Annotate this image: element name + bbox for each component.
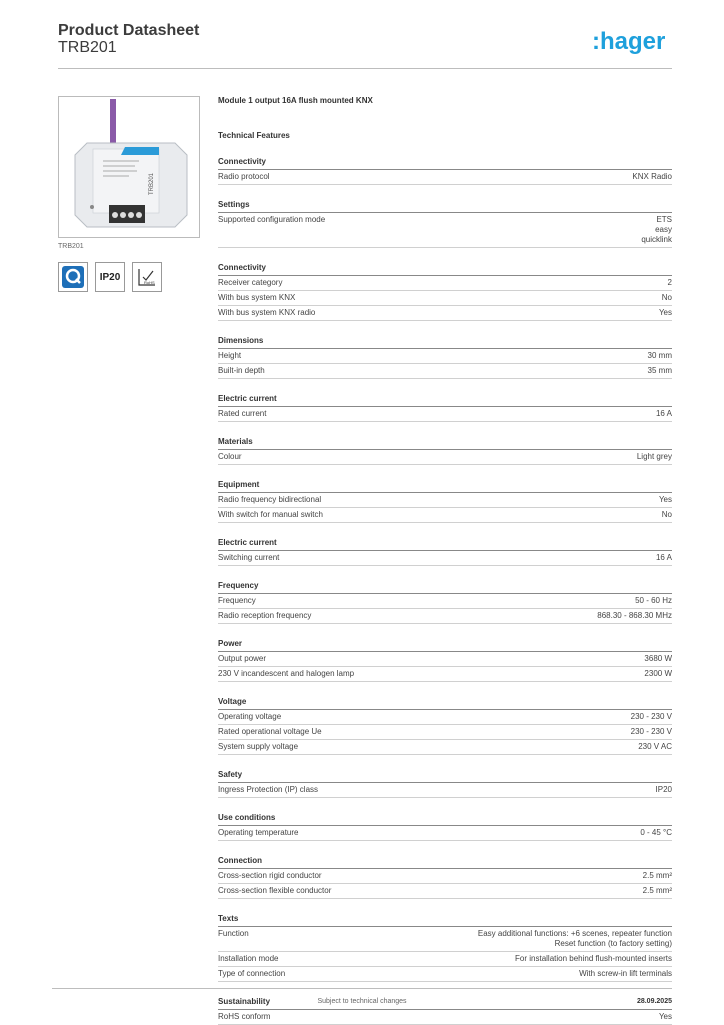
section-title: Connectivity — [218, 157, 672, 170]
spec-label: Operating voltage — [218, 712, 282, 721]
hager-logo — [592, 26, 672, 56]
ip20-icon — [95, 262, 125, 292]
spec-row — [218, 927, 672, 952]
spec-label: Receiver category — [218, 278, 283, 287]
feature-section — [218, 538, 672, 566]
spec-row — [218, 276, 672, 291]
spec-label: With bus system KNX — [218, 293, 296, 302]
spec-label: Built-in depth — [218, 366, 265, 375]
spec-value — [659, 495, 672, 505]
spec-row — [218, 508, 672, 523]
section-title: Frequency — [218, 581, 672, 594]
spec-row — [218, 551, 672, 566]
footer-divider — [52, 988, 672, 989]
spec-value-line: Yes — [658, 495, 672, 504]
spec-value — [644, 669, 672, 679]
section-title: Voltage — [218, 697, 672, 710]
spec-value-line: quicklink — [641, 235, 672, 244]
spec-label: Output power — [218, 654, 267, 663]
feature-sections — [218, 157, 672, 1025]
spec-value — [662, 293, 672, 303]
section-title: Materials — [218, 437, 672, 450]
section-title: Use conditions — [218, 813, 672, 826]
section-title: Sustainability — [218, 997, 672, 1010]
spec-value — [632, 172, 672, 182]
spec-row — [218, 740, 672, 755]
spec-value — [644, 654, 672, 664]
svg-text:TRB201: TRB201 — [149, 172, 155, 195]
spec-value — [643, 886, 672, 896]
spec-row — [218, 213, 672, 248]
spec-row — [218, 609, 672, 624]
spec-row — [218, 170, 672, 185]
section-title: Dimensions — [218, 336, 672, 349]
spec-row — [218, 826, 672, 841]
spec-row — [218, 364, 672, 379]
rohs-icon — [132, 262, 162, 292]
spec-label: With switch for manual switch — [218, 510, 323, 519]
section-title: Electric current — [218, 538, 672, 551]
footer-note: Subject to technical changes — [317, 998, 407, 1005]
spec-row — [218, 652, 672, 667]
feature-section — [218, 914, 672, 982]
spec-value-line: Yes — [658, 308, 672, 317]
feature-section — [218, 480, 672, 523]
spec-value-line: Light grey — [636, 452, 672, 461]
spec-label: With bus system KNX radio — [218, 308, 316, 317]
page-title: Product Datasheet — [58, 22, 200, 39]
spec-value — [643, 871, 672, 881]
feature-section — [218, 157, 672, 185]
section-title: Equipment — [218, 480, 672, 493]
feature-section — [218, 581, 672, 624]
spec-value — [579, 969, 672, 979]
feature-section — [218, 639, 672, 682]
technical-content — [218, 96, 672, 1025]
spec-value-line: 230 V AC — [638, 742, 672, 751]
spec-value — [638, 742, 672, 752]
quicklink-icon — [58, 262, 88, 292]
spec-value-line: 230 - 230 V — [630, 712, 672, 721]
feature-section — [218, 697, 672, 755]
feature-section — [218, 394, 672, 422]
spec-value-line: 35 mm — [647, 366, 672, 375]
spec-label: Cross-section rigid conductor — [218, 871, 322, 880]
spec-label: Rated current — [218, 409, 267, 418]
spec-row — [218, 450, 672, 465]
spec-value-line: 2.5 mm² — [642, 871, 672, 880]
spec-row — [218, 1010, 672, 1025]
spec-value-line: Reset function (to factory setting) — [554, 939, 672, 948]
product-code: TRB201 — [58, 39, 117, 56]
feature-section — [218, 770, 672, 798]
spec-row — [218, 952, 672, 967]
spec-row — [218, 667, 672, 682]
spec-row — [218, 493, 672, 508]
spec-value-line: 2.5 mm² — [642, 886, 672, 895]
feature-section — [218, 813, 672, 841]
footer-date: 28.09.2025 — [636, 998, 672, 1005]
spec-value — [641, 215, 672, 245]
spec-label: Function — [218, 929, 249, 938]
spec-row — [218, 349, 672, 364]
certification-badges — [58, 262, 162, 292]
spec-label: Supported configuration mode — [218, 215, 326, 224]
spec-row — [218, 291, 672, 306]
spec-value — [631, 712, 672, 722]
section-title: Texts — [218, 914, 672, 927]
spec-label: Radio frequency bidirectional — [218, 495, 322, 504]
feature-section — [218, 263, 672, 321]
spec-value-line: 3680 W — [644, 654, 672, 663]
spec-label: Installation mode — [218, 954, 279, 963]
spec-value — [662, 510, 672, 520]
spec-row — [218, 725, 672, 740]
section-title: Safety — [218, 770, 672, 783]
spec-value — [637, 452, 672, 462]
spec-value — [668, 278, 672, 288]
spec-label: RoHS conform — [218, 1012, 271, 1021]
spec-label: Switching current — [218, 553, 280, 562]
spec-row — [218, 783, 672, 798]
spec-value — [515, 954, 672, 964]
spec-row — [218, 306, 672, 321]
spec-row — [218, 407, 672, 422]
section-title: Connection — [218, 856, 672, 869]
header-divider — [58, 68, 672, 69]
spec-value-line: 30 mm — [647, 351, 672, 360]
spec-label: Radio reception frequency — [218, 611, 312, 620]
spec-value-line: 16 A — [655, 553, 672, 562]
spec-label: Colour — [218, 452, 242, 461]
spec-value-line: 0 - 45 °C — [640, 828, 672, 837]
spec-value-line: With screw-in lift terminals — [579, 969, 672, 978]
spec-value — [640, 828, 672, 838]
spec-value-line: Easy additional functions: +6 scenes, repeater function — [477, 929, 672, 938]
spec-value — [648, 351, 672, 361]
spec-value-line: ETS — [656, 215, 672, 224]
spec-label: Cross-section flexible conductor — [218, 886, 332, 895]
spec-row — [218, 884, 672, 899]
feature-section — [218, 856, 672, 899]
spec-label: Frequency — [218, 596, 256, 605]
ip20-label: IP20 — [99, 271, 121, 283]
spec-row — [218, 710, 672, 725]
section-title: Power — [218, 639, 672, 652]
spec-value — [659, 1012, 672, 1022]
spec-row — [218, 967, 672, 982]
spec-value-line: No — [661, 510, 672, 519]
spec-row — [218, 869, 672, 884]
spec-value — [478, 929, 672, 949]
spec-value — [635, 596, 672, 606]
spec-label: Type of connection — [218, 969, 286, 978]
spec-label: Operating temperature — [218, 828, 299, 837]
feature-section — [218, 336, 672, 379]
product-name: Module 1 output 16A flush mounted KNX — [218, 96, 373, 105]
feature-section — [218, 200, 672, 248]
spec-label: Ingress Protection (IP) class — [218, 785, 319, 794]
spec-value — [656, 409, 672, 419]
product-image-caption: TRB201 — [58, 243, 84, 250]
spec-value-line: Yes — [658, 1012, 672, 1021]
svg-text:RoHS: RoHS — [144, 280, 155, 285]
feature-section — [218, 437, 672, 465]
spec-value — [656, 553, 672, 563]
spec-value — [631, 727, 672, 737]
section-title: Connectivity — [218, 263, 672, 276]
spec-value — [648, 366, 672, 376]
spec-value-line: 868.30 - 868.30 MHz — [597, 611, 672, 620]
spec-value-line: 2 — [667, 278, 672, 287]
section-title: Settings — [218, 200, 672, 213]
spec-value-line: 50 - 60 Hz — [635, 596, 672, 605]
spec-label: System supply voltage — [218, 742, 299, 751]
spec-value-line: 16 A — [655, 409, 672, 418]
spec-value-line: 2300 W — [644, 669, 672, 678]
spec-value — [597, 611, 672, 621]
section-title: Electric current — [218, 394, 672, 407]
features-title: Technical Features — [218, 131, 290, 140]
spec-value-line: IP20 — [655, 785, 672, 794]
spec-value — [656, 785, 672, 795]
spec-value-line: easy — [655, 225, 672, 234]
spec-value-line: KNX Radio — [632, 172, 672, 181]
spec-label: 230 V incandescent and halogen lamp — [218, 669, 355, 678]
spec-value-line: No — [661, 293, 672, 302]
logo-text: :hager — [592, 28, 666, 55]
spec-label: Rated operational voltage Ue — [218, 727, 322, 736]
spec-value-line: 230 - 230 V — [630, 727, 672, 736]
spec-label: Height — [218, 351, 242, 360]
spec-row — [218, 594, 672, 609]
spec-value — [659, 308, 672, 318]
spec-label: Radio protocol — [218, 172, 270, 181]
product-image — [58, 96, 200, 238]
spec-value-line: For installation behind flush-mounted inserts — [515, 954, 672, 963]
